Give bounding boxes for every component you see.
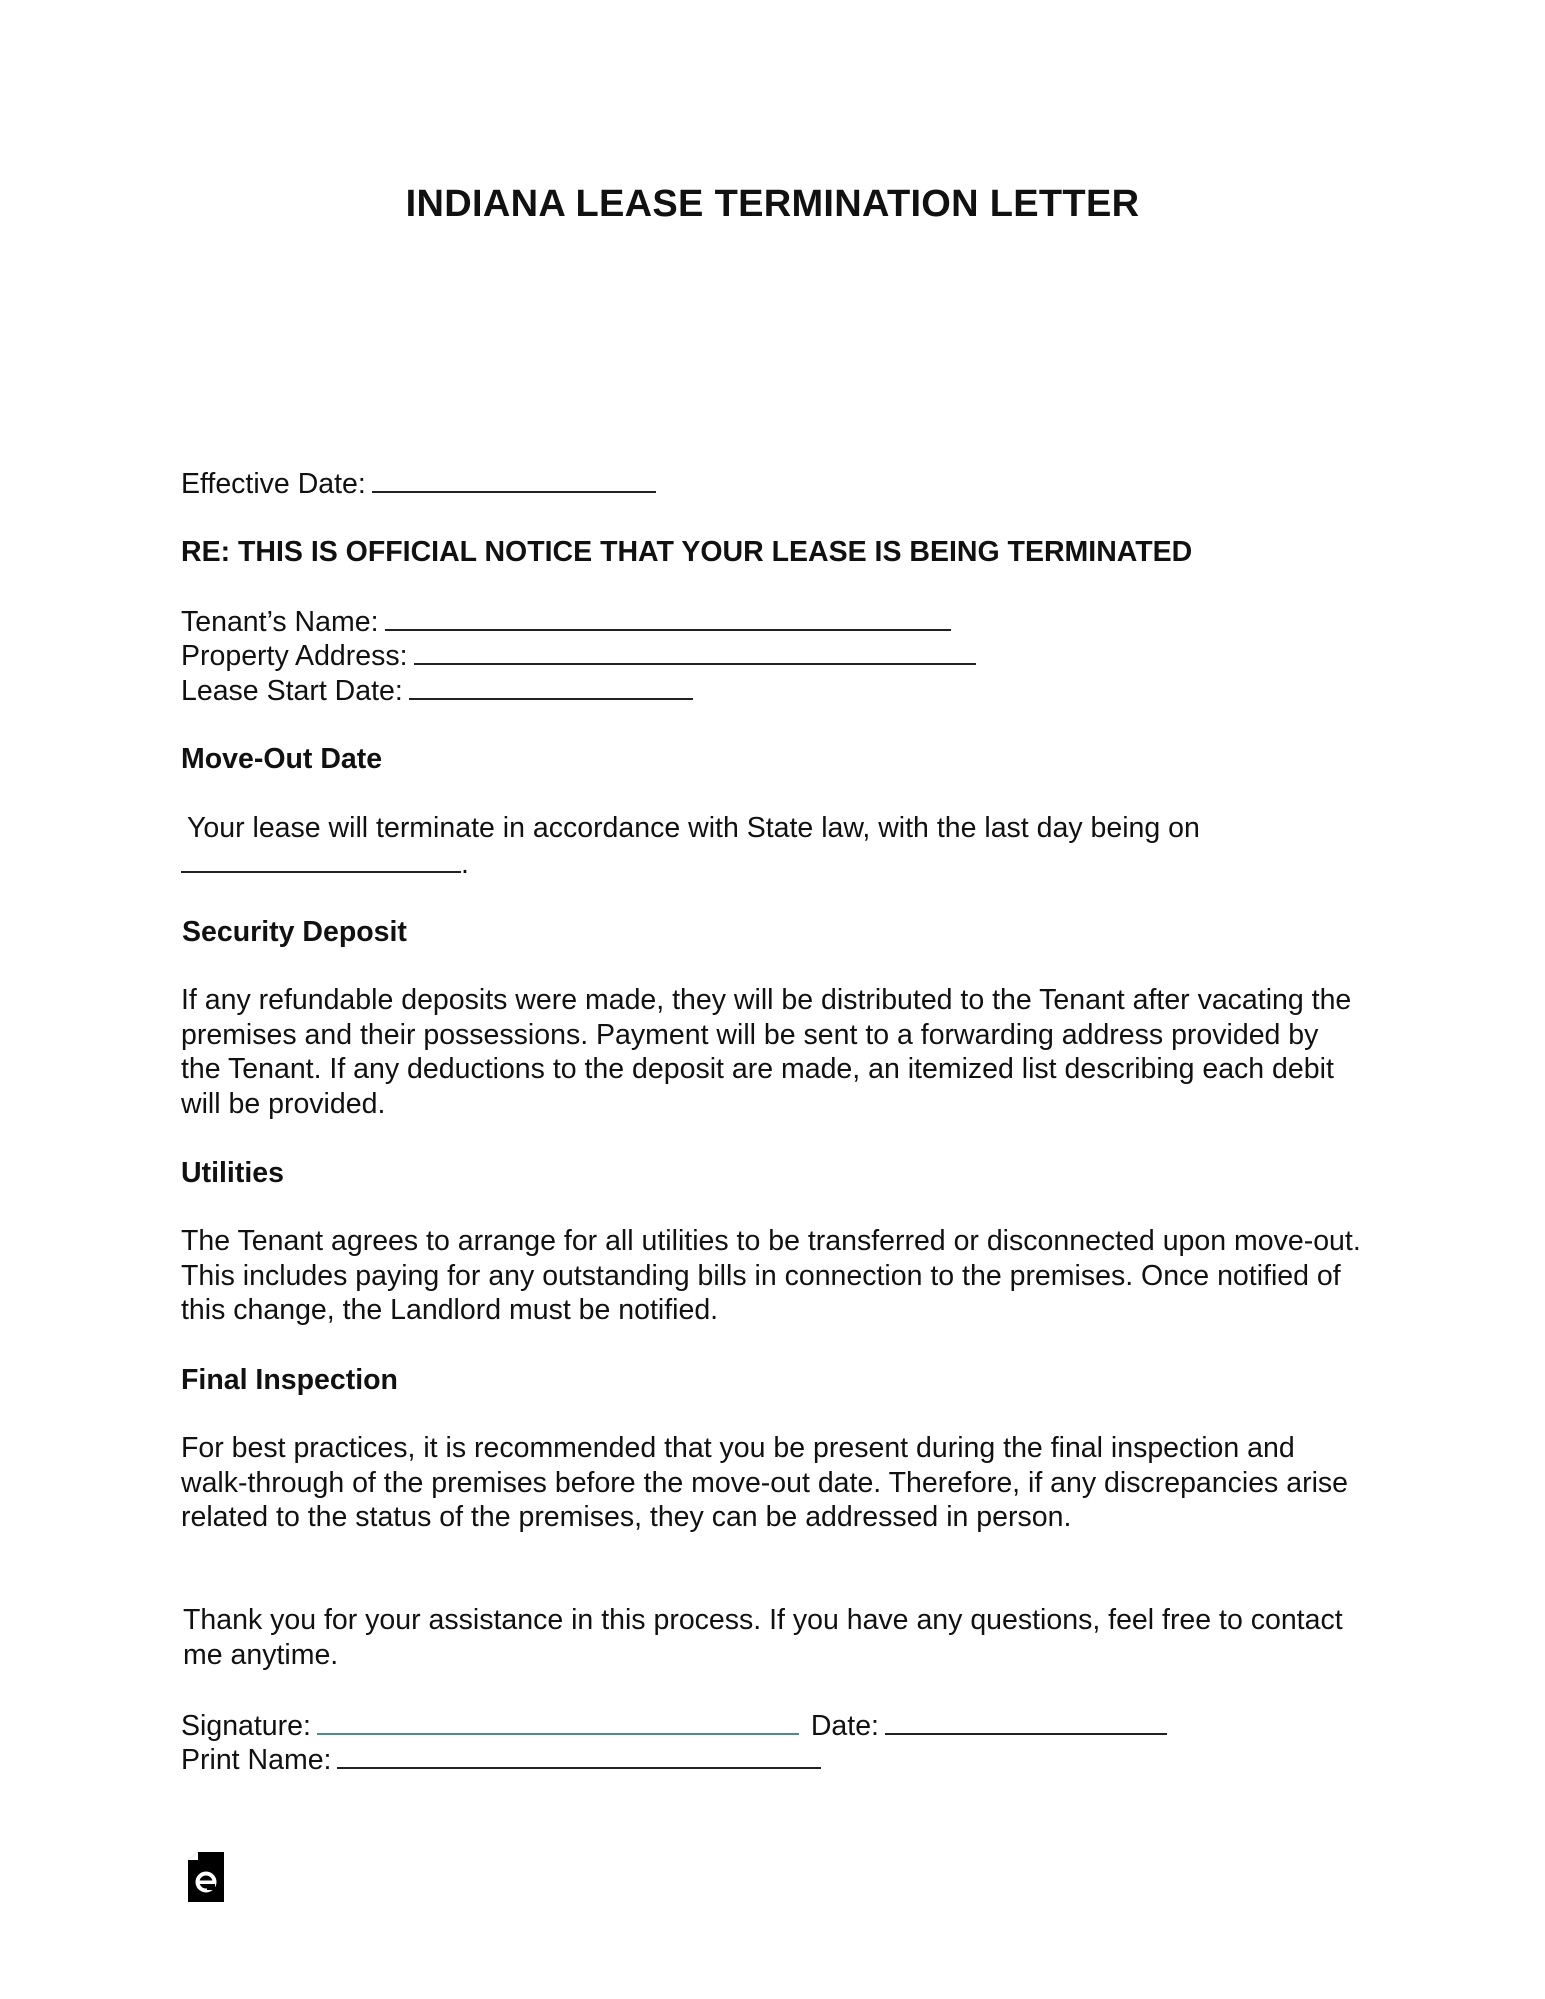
- print-name-label: Print Name:: [181, 1744, 332, 1776]
- utilities-heading: Utilities: [181, 1157, 284, 1189]
- move-out-date-field[interactable]: [181, 845, 461, 873]
- security-deposit-heading: Security Deposit: [182, 916, 407, 948]
- signature-label: Signature:: [181, 1710, 311, 1742]
- move-out-date-period: .: [461, 848, 469, 880]
- lease-start-row: [181, 672, 693, 709]
- effective-date-field[interactable]: [372, 465, 656, 493]
- move-out-date-row: [181, 845, 469, 882]
- security-deposit-body: If any refundable deposits were made, they will be distributed to the Tenant after vacating the premises and their possessions. Payment will be sent to a forwarding address provided by the Tenant. If any deductions to the deposit are made, an itemized list describing each debit will be provided.: [181, 984, 1352, 1120]
- property-address-row: [181, 637, 976, 674]
- signature-date-label: Date:: [810, 1710, 879, 1742]
- property-address-label: Property Address:: [181, 640, 408, 672]
- signature-field[interactable]: [317, 1707, 799, 1735]
- re-line: RE: THIS IS OFFICIAL NOTICE THAT YOUR LEASE IS BEING TERMINATED: [181, 536, 1193, 568]
- print-name-field[interactable]: [337, 1741, 821, 1769]
- signature-date-field[interactable]: [885, 1707, 1167, 1735]
- eforms-logo-icon: [188, 1852, 224, 1902]
- lease-start-label: Lease Start Date:: [181, 675, 403, 707]
- utilities-body: The Tenant agrees to arrange for all utilities to be transferred or disconnected upon move-out. This includes paying for any outstanding bills in connection to the premises. Once notified of this change, the Landlord must be notified.: [181, 1225, 1361, 1326]
- document-title: INDIANA LEASE TERMINATION LETTER: [405, 183, 1140, 225]
- tenant-name-field[interactable]: [385, 603, 951, 631]
- property-address-field[interactable]: [414, 637, 976, 665]
- tenant-name-row: [181, 603, 951, 640]
- signature-row: [181, 1707, 1167, 1744]
- print-name-row: [181, 1741, 821, 1778]
- move-out-heading: Move-Out Date: [181, 743, 383, 775]
- tenant-name-label: Tenant’s Name:: [181, 606, 379, 638]
- move-out-body: Your lease will terminate in accordance with State law, with the last day being on: [187, 812, 1200, 844]
- effective-date-label: Effective Date:: [181, 468, 366, 500]
- closing-paragraph: Thank you for your assistance in this process. If you have any questions, feel free to contact me anytime.: [183, 1604, 1343, 1671]
- final-inspection-heading: Final Inspection: [181, 1364, 398, 1396]
- final-inspection-body: For best practices, it is recommended that you be present during the final inspection and walk-through of the premises before the move-out date. Therefore, if any discrepancies arise related to the status of the premises, they can be addressed in person.: [181, 1432, 1348, 1533]
- lease-start-field[interactable]: [409, 672, 693, 700]
- effective-date-row: [181, 465, 656, 502]
